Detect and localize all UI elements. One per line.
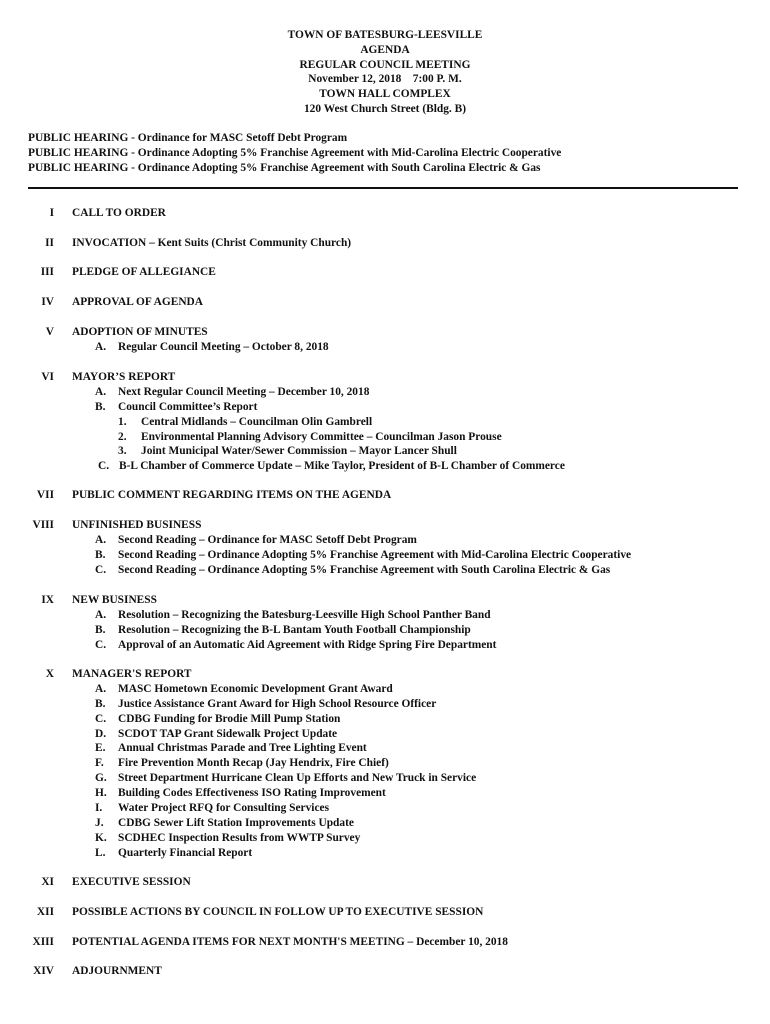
subitem-text: SCDOT TAP Grant Sidewalk Project Update bbox=[118, 727, 338, 740]
subitem-marker: J. bbox=[95, 816, 104, 829]
agenda-item-number: IX bbox=[41, 594, 54, 606]
document-header bbox=[0, 28, 770, 117]
agenda-item-title: CALL TO ORDER bbox=[72, 207, 166, 219]
meeting-address: 120 West Church Street (Bldg. B) bbox=[303, 102, 466, 115]
subitem-marker: B. bbox=[95, 400, 106, 413]
document-type: AGENDA bbox=[360, 43, 410, 56]
subitem-marker: A. bbox=[95, 385, 107, 398]
subitem-marker: A. bbox=[95, 533, 107, 546]
agenda-item-title: POTENTIAL AGENDA ITEMS FOR NEXT MONTH'S MEETING – December 10, 2018 bbox=[72, 936, 508, 948]
subitem-text: Building Codes Effectiveness ISO Rating Improvement bbox=[118, 787, 386, 800]
subitem-marker: C. bbox=[95, 638, 107, 651]
subitem-marker: 1. bbox=[118, 415, 127, 428]
subitem-text: Resolution – Recognizing the B-L Bantam Youth Football Championship bbox=[118, 623, 471, 636]
subitem-text: Second Reading – Ordinance for MASC Setoff Debt Program bbox=[118, 533, 417, 546]
subitem-text: Resolution – Recognizing the Batesburg-Leesville High School Panther Band bbox=[118, 608, 491, 621]
meeting-date-time: November 12, 2018 7:00 P. M. bbox=[308, 73, 462, 86]
subitem-text: MASC Hometown Economic Development Grant Award bbox=[118, 682, 393, 695]
agenda-item-number: IV bbox=[41, 296, 54, 308]
public-hearing-line: PUBLIC HEARING - Ordinance Adopting 5% Franchise Agreement with South Carolina Electric & Gas bbox=[28, 162, 541, 174]
subitem-text: Annual Christmas Parade and Tree Lighting Event bbox=[118, 742, 367, 755]
agenda-item-title: EXECUTIVE SESSION bbox=[72, 876, 191, 888]
subitem-text: Quarterly Financial Report bbox=[118, 846, 253, 859]
agenda-item-title: MAYOR’S REPORT bbox=[72, 371, 176, 383]
subitem-marker: K. bbox=[95, 831, 107, 844]
meeting-type: REGULAR COUNCIL MEETING bbox=[299, 58, 471, 71]
subitem-text: Fire Prevention Month Recap (Jay Hendrix, Fire Chief) bbox=[118, 757, 389, 770]
subitem-marker: L. bbox=[95, 846, 106, 859]
subitem-marker: C. bbox=[95, 712, 107, 725]
agenda-item-number: XIV bbox=[33, 965, 54, 977]
subitem-text: CDBG Funding for Brodie Mill Pump Station bbox=[118, 712, 341, 725]
subitem-marker: A. bbox=[95, 340, 107, 353]
public-hearing-line: PUBLIC HEARING - Ordinance for MASC Setoff Debt Program bbox=[28, 132, 348, 144]
subitem-marker: F. bbox=[95, 757, 104, 770]
public-hearing-line: PUBLIC HEARING - Ordinance Adopting 5% Franchise Agreement with Mid-Carolina Electric Cooperative bbox=[28, 147, 562, 159]
subitem-marker: 3. bbox=[118, 445, 127, 458]
agenda-item-number: X bbox=[45, 668, 54, 680]
subitem-marker: B. bbox=[95, 548, 106, 561]
subitem-marker: 2. bbox=[118, 430, 127, 443]
agenda-item-number: XII bbox=[36, 906, 54, 918]
subitem-text: CDBG Sewer Lift Station Improvements Update bbox=[118, 816, 354, 829]
agenda-item-title: ADJOURNMENT bbox=[72, 965, 162, 977]
agenda-item-number: V bbox=[45, 326, 54, 338]
subitem-text: B-L Chamber of Commerce Update – Mike Taylor, President of B-L Chamber of Commerce bbox=[119, 460, 565, 473]
subitem-text: Second Reading – Ordinance Adopting 5% Franchise Agreement with South Carolina Electric & Gas bbox=[118, 563, 611, 576]
subitem-text: Environmental Planning Advisory Committee – Councilman Jason Prouse bbox=[141, 430, 502, 443]
agenda-item-number: I bbox=[49, 207, 54, 219]
agenda-item-title: PLEDGE OF ALLEGIANCE bbox=[72, 266, 216, 278]
agenda-item-number: II bbox=[45, 237, 54, 249]
subitem-marker: B. bbox=[95, 697, 106, 710]
subitem-text: Approval of an Automatic Aid Agreement with Ridge Spring Fire Department bbox=[118, 638, 497, 651]
subitem-text: SCDHEC Inspection Results from WWTP Survey bbox=[118, 831, 361, 844]
subitem-marker: H. bbox=[95, 787, 107, 800]
subitem-marker: A. bbox=[95, 682, 107, 695]
subitem-text: Next Regular Council Meeting – December 10, 2018 bbox=[118, 385, 370, 398]
agenda-item-title: UNFINISHED BUSINESS bbox=[72, 519, 202, 531]
subitem-text: Council Committee’s Report bbox=[118, 400, 258, 413]
agenda-item-number: VII bbox=[36, 489, 54, 501]
public-hearings bbox=[28, 131, 561, 176]
horizontal-divider bbox=[28, 187, 738, 189]
agenda-item-title: PUBLIC COMMENT REGARDING ITEMS ON THE AGENDA bbox=[72, 489, 392, 501]
agenda-item-number: XI bbox=[41, 876, 54, 888]
agenda-item-title: APPROVAL OF AGENDA bbox=[72, 296, 204, 308]
subitem-marker: A. bbox=[95, 608, 107, 621]
agenda-item-title: POSSIBLE ACTIONS BY COUNCIL IN FOLLOW UP TO EXECUTIVE SESSION bbox=[72, 906, 484, 918]
agenda-item-number: XIII bbox=[32, 936, 54, 948]
subitem-text: Joint Municipal Water/Sewer Commission – Mayor Lancer Shull bbox=[141, 445, 457, 458]
subitem-text: Water Project RFQ for Consulting Services bbox=[118, 802, 330, 815]
town-name: TOWN OF BATESBURG-LEESVILLE bbox=[287, 29, 483, 41]
agenda-item-title: INVOCATION – Kent Suits (Christ Community Church) bbox=[72, 237, 352, 249]
subitem-marker: D. bbox=[95, 727, 107, 740]
subitem-text: Justice Assistance Grant Award for High School Resource Officer bbox=[118, 697, 437, 710]
agenda-item-title: NEW BUSINESS bbox=[72, 594, 157, 606]
subitem-text: Regular Council Meeting – October 8, 2018 bbox=[118, 340, 329, 353]
subitem-marker: B. bbox=[95, 623, 106, 636]
subitem-marker: G. bbox=[95, 772, 107, 785]
agenda-item-number: VIII bbox=[32, 519, 54, 531]
subitem-text: Second Reading – Ordinance Adopting 5% Franchise Agreement with Mid-Carolina Electric Cooperative bbox=[118, 548, 632, 561]
subitem-text: Central Midlands – Councilman Olin Gambrell bbox=[141, 415, 373, 428]
agenda-item-number: III bbox=[40, 266, 54, 278]
meeting-location: TOWN HALL COMPLEX bbox=[319, 88, 451, 101]
agenda-item-title: MANAGER'S REPORT bbox=[72, 668, 192, 680]
agenda-item-number: VI bbox=[41, 371, 54, 383]
subitem-text: Street Department Hurricane Clean Up Efforts and New Truck in Service bbox=[118, 772, 477, 785]
subitem-marker: I. bbox=[95, 802, 103, 815]
subitem-marker: C. bbox=[98, 460, 110, 473]
subitem-marker: C. bbox=[95, 563, 107, 576]
subitem-marker: E. bbox=[95, 742, 106, 755]
agenda-item-title: ADOPTION OF MINUTES bbox=[72, 326, 208, 338]
